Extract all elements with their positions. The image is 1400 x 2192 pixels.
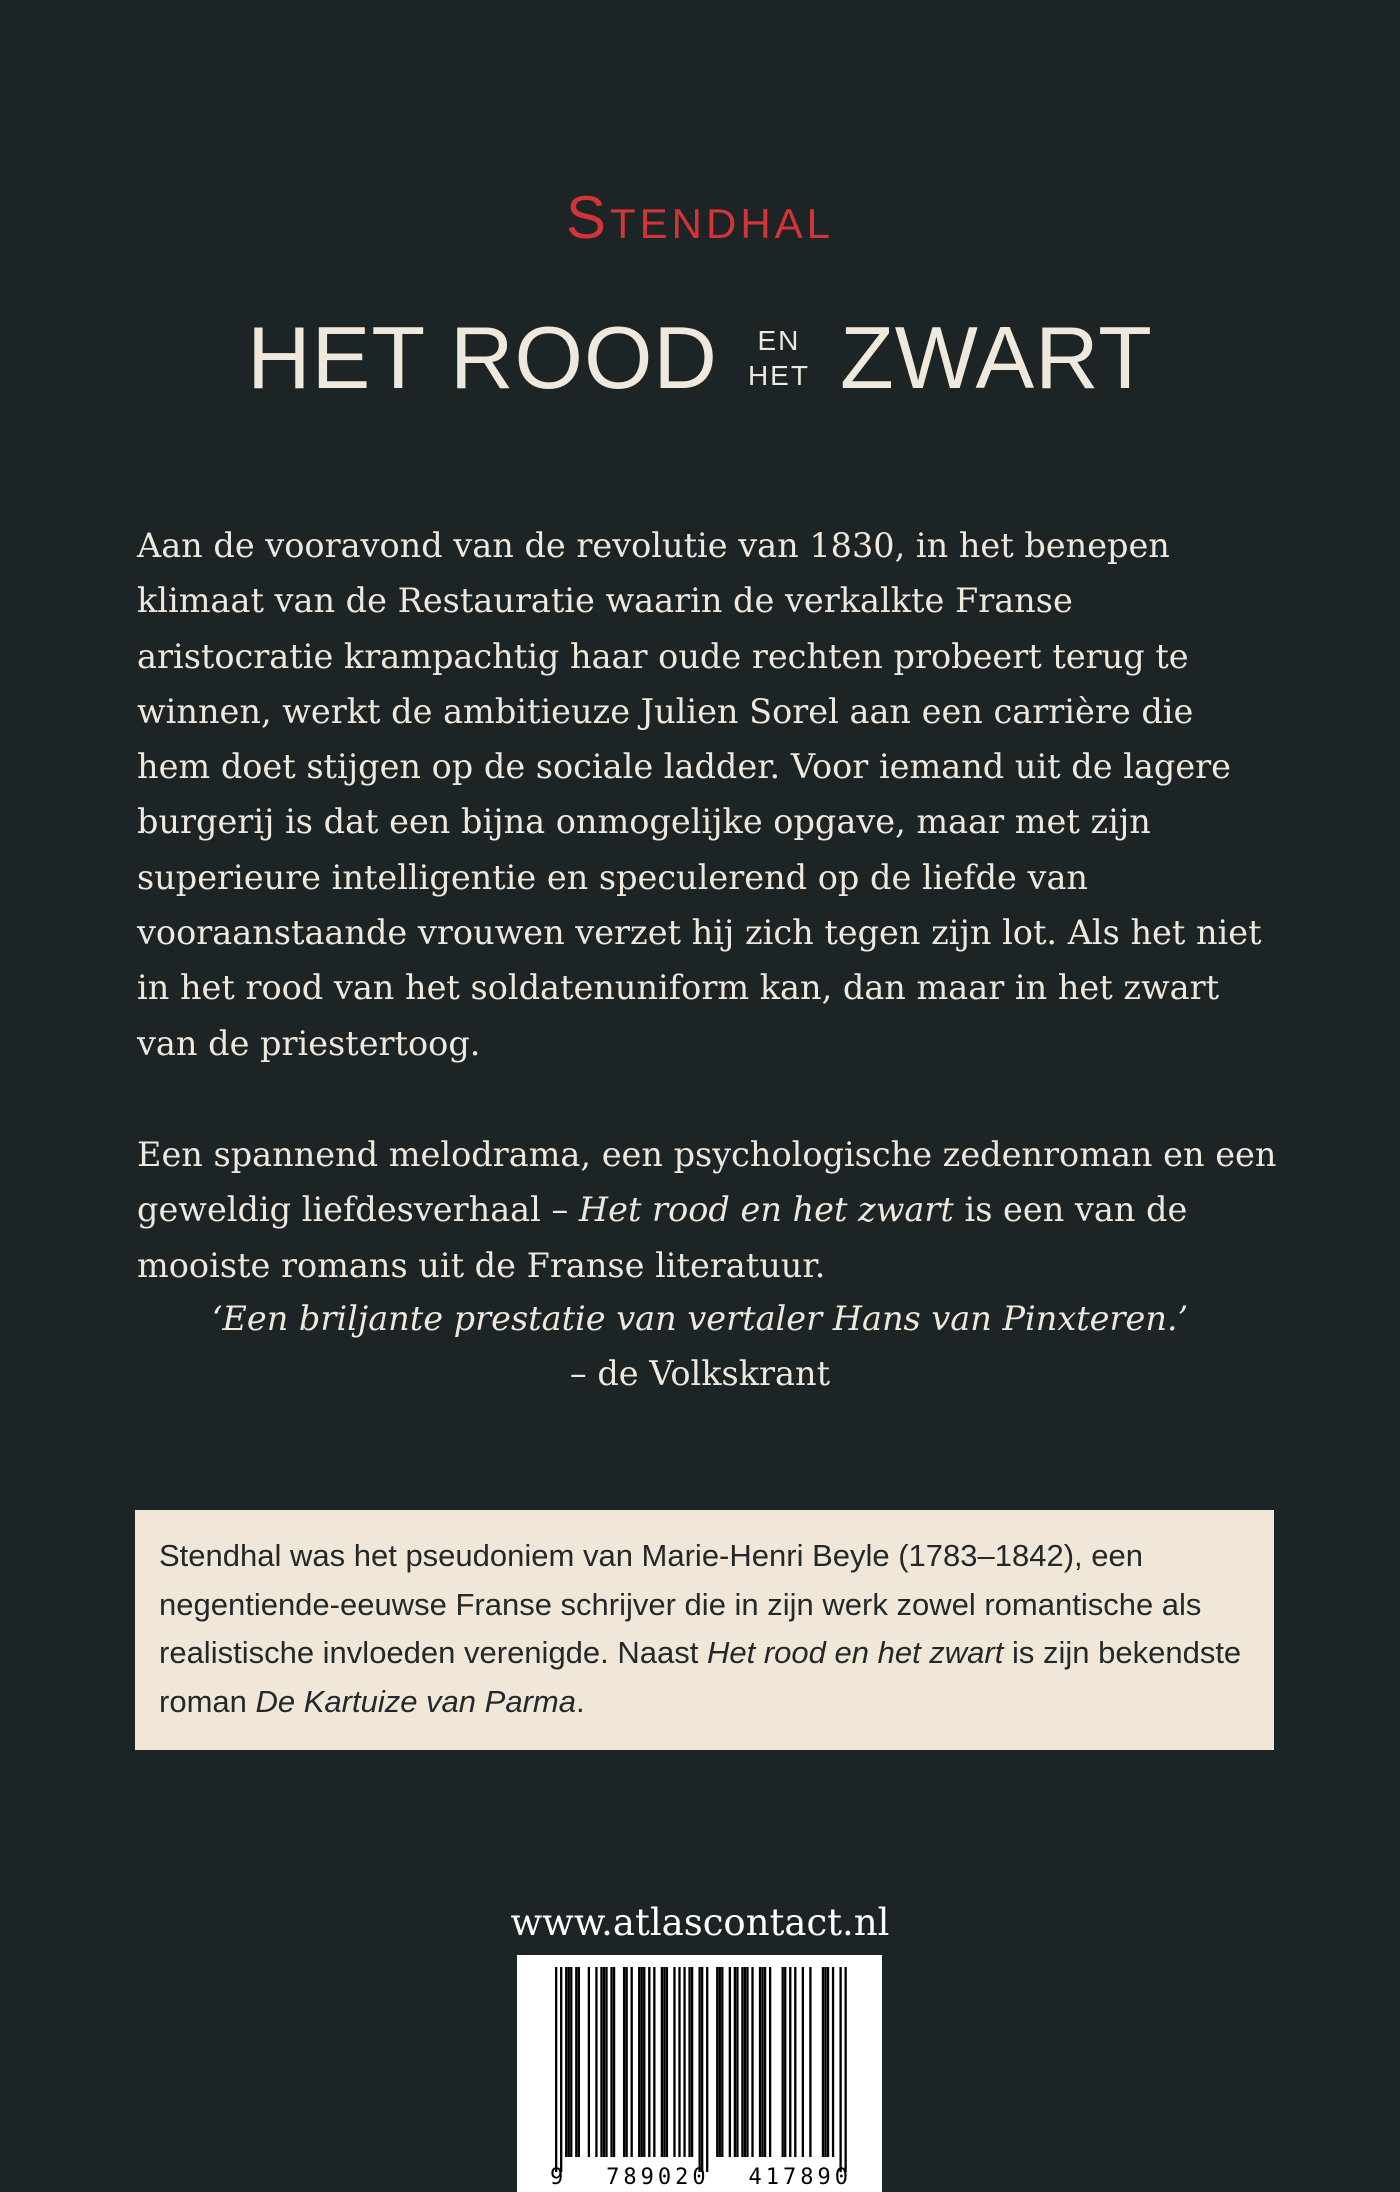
barcode-bar xyxy=(568,1967,570,2157)
barcode-bar xyxy=(688,1967,690,2157)
barcode-bar xyxy=(661,1967,663,2157)
barcode-bar xyxy=(631,1967,633,2157)
barcode-bar xyxy=(588,1967,590,2157)
barcode-bar xyxy=(575,1967,577,2157)
bio-text-3: . xyxy=(575,1683,585,1719)
barcode-bar xyxy=(769,1967,771,2157)
barcode-bar xyxy=(736,1967,738,2157)
barcode-bar xyxy=(716,1967,718,2157)
barcode-bar xyxy=(794,1967,796,2157)
barcode-digits-left: 789020 xyxy=(606,2165,710,2190)
bio-text-2: is zijn bekendste roman xyxy=(159,1635,1242,1719)
barcode-bar xyxy=(666,1967,668,2157)
barcode-bar xyxy=(623,1967,625,2157)
barcode-bar xyxy=(673,1967,675,2157)
barcode-bar xyxy=(832,1967,834,2157)
barcode-bar xyxy=(625,1967,627,2157)
barcode-bar xyxy=(600,1967,602,2157)
barcode-bar xyxy=(809,1967,811,2157)
barcode-bar xyxy=(605,1967,607,2157)
barcode-bar xyxy=(701,1967,703,2172)
barcode-digits xyxy=(517,2165,882,2190)
barcode-bar xyxy=(565,1967,567,2157)
barcode-bar xyxy=(638,1967,640,2157)
title-conjunction-top: EN xyxy=(757,325,801,356)
barcode-bar xyxy=(822,1967,824,2157)
book-title xyxy=(0,308,1400,407)
blurb-book-title: Het rood en het zwart xyxy=(578,1190,954,1230)
barcode-bar xyxy=(719,1967,721,2157)
barcode-bar xyxy=(784,1967,786,2157)
barcode-bar xyxy=(844,1967,846,2172)
barcode-bar xyxy=(746,1967,748,2157)
barcode-bar xyxy=(570,1967,572,2157)
barcode-bar xyxy=(678,1967,680,2157)
barcode-bar xyxy=(603,1967,605,2157)
barcode-bar xyxy=(761,1967,763,2157)
review-quote-source: – de Volkskrant xyxy=(569,1354,831,1393)
author-bio-box xyxy=(135,1510,1274,1750)
barcode-bar xyxy=(610,1967,612,2157)
title-part-1: HET ROOD xyxy=(247,308,718,407)
bio-book-title-2: De Kartuize van Parma xyxy=(255,1683,576,1719)
barcode-bar xyxy=(648,1967,650,2157)
barcode-bar xyxy=(653,1967,655,2157)
barcode-bar xyxy=(802,1967,804,2157)
barcode-bar xyxy=(744,1967,746,2157)
barcode-bar xyxy=(663,1967,665,2157)
blurb-paragraph-2 xyxy=(137,1127,1277,1293)
blurb-paragraph-2-end: is een van de mooiste romans uit de Franse literatuur. xyxy=(137,1190,1188,1285)
bio-book-title-1: Het rood en het zwart xyxy=(706,1635,1004,1671)
barcode-digits-right: 417890 xyxy=(748,2165,852,2190)
barcode-bar xyxy=(759,1967,761,2157)
barcode-bar xyxy=(613,1967,615,2157)
barcode-bar xyxy=(839,1967,841,2172)
review-quote-text: ‘Een briljante prestatie van vertaler Hans van Pinxteren.’ xyxy=(211,1299,1189,1338)
barcode-bar xyxy=(683,1967,685,2157)
blurb-paragraph-2-text: Een spannend melodrama, een psychologische zedenroman en een geweldig liefdesverhaal – xyxy=(137,1134,1277,1230)
barcode-bar xyxy=(578,1967,580,2157)
bio-text-1: Stendhal was het pseudoniem van Marie-Henri Beyle (1783–1842), een negentiende-eeuwse Franse schrijver die in zijn werk zowel romantische als realistische invloeden verenigde. Naast xyxy=(159,1538,1202,1671)
barcode-bar xyxy=(782,1967,784,2157)
barcode-bar xyxy=(560,1967,562,2172)
author-name: Stendhal xyxy=(565,184,835,251)
barcode-bar xyxy=(729,1967,731,2157)
barcode-bar xyxy=(691,1967,693,2157)
title-conjunction-bottom: HET xyxy=(747,360,810,391)
title-conjunction xyxy=(746,323,812,393)
blurb-paragraph-1: Aan de vooravond van de revolutie van 1830, in het benepen klimaat van de Restauratie waarin de verkalkte Franse aristocratie krampachtig haar oude rechten probeert terug te winnen, werkt de ambitieuze Julien Sorel aan een carrière die hem doet stijgen op de sociale ladder. Voor iemand uit de lagere burgerij is dat een bijna onmogelijke opgave, maar met zijn superieure intelligentie en speculerend op de liefde van vooraanstaande vrouwen verzet hij zich tegen zijn lot. Als het niet in het rood van het soldatenuniform kan, dan maar in het zwart van de priestertoog. xyxy=(137,526,1262,1063)
barcode-bar xyxy=(764,1967,766,2157)
barcode-bar xyxy=(721,1967,723,2157)
barcode-bar xyxy=(641,1967,643,2157)
barcode-bar xyxy=(789,1967,791,2157)
barcode-bar xyxy=(555,1967,557,2172)
barcode-bar xyxy=(824,1967,826,2157)
barcode-bar xyxy=(734,1967,736,2157)
barcode-bar xyxy=(595,1967,597,2157)
barcode-bar xyxy=(643,1967,645,2157)
barcode-digit-first: 9 xyxy=(550,2165,568,2190)
barcode-bar xyxy=(741,1967,743,2157)
publisher-url: www.atlascontact.nl xyxy=(510,1901,890,1944)
blurb xyxy=(137,518,1277,1293)
barcode-bar xyxy=(698,1967,700,2172)
barcode-bars xyxy=(517,1955,882,2192)
barcode-bar xyxy=(827,1967,829,2157)
title-part-2: ZWART xyxy=(839,308,1153,407)
barcode xyxy=(517,1955,882,2192)
review-quote xyxy=(0,1291,1400,1401)
barcode-bar xyxy=(751,1967,753,2157)
barcode-bar xyxy=(706,1967,708,2172)
